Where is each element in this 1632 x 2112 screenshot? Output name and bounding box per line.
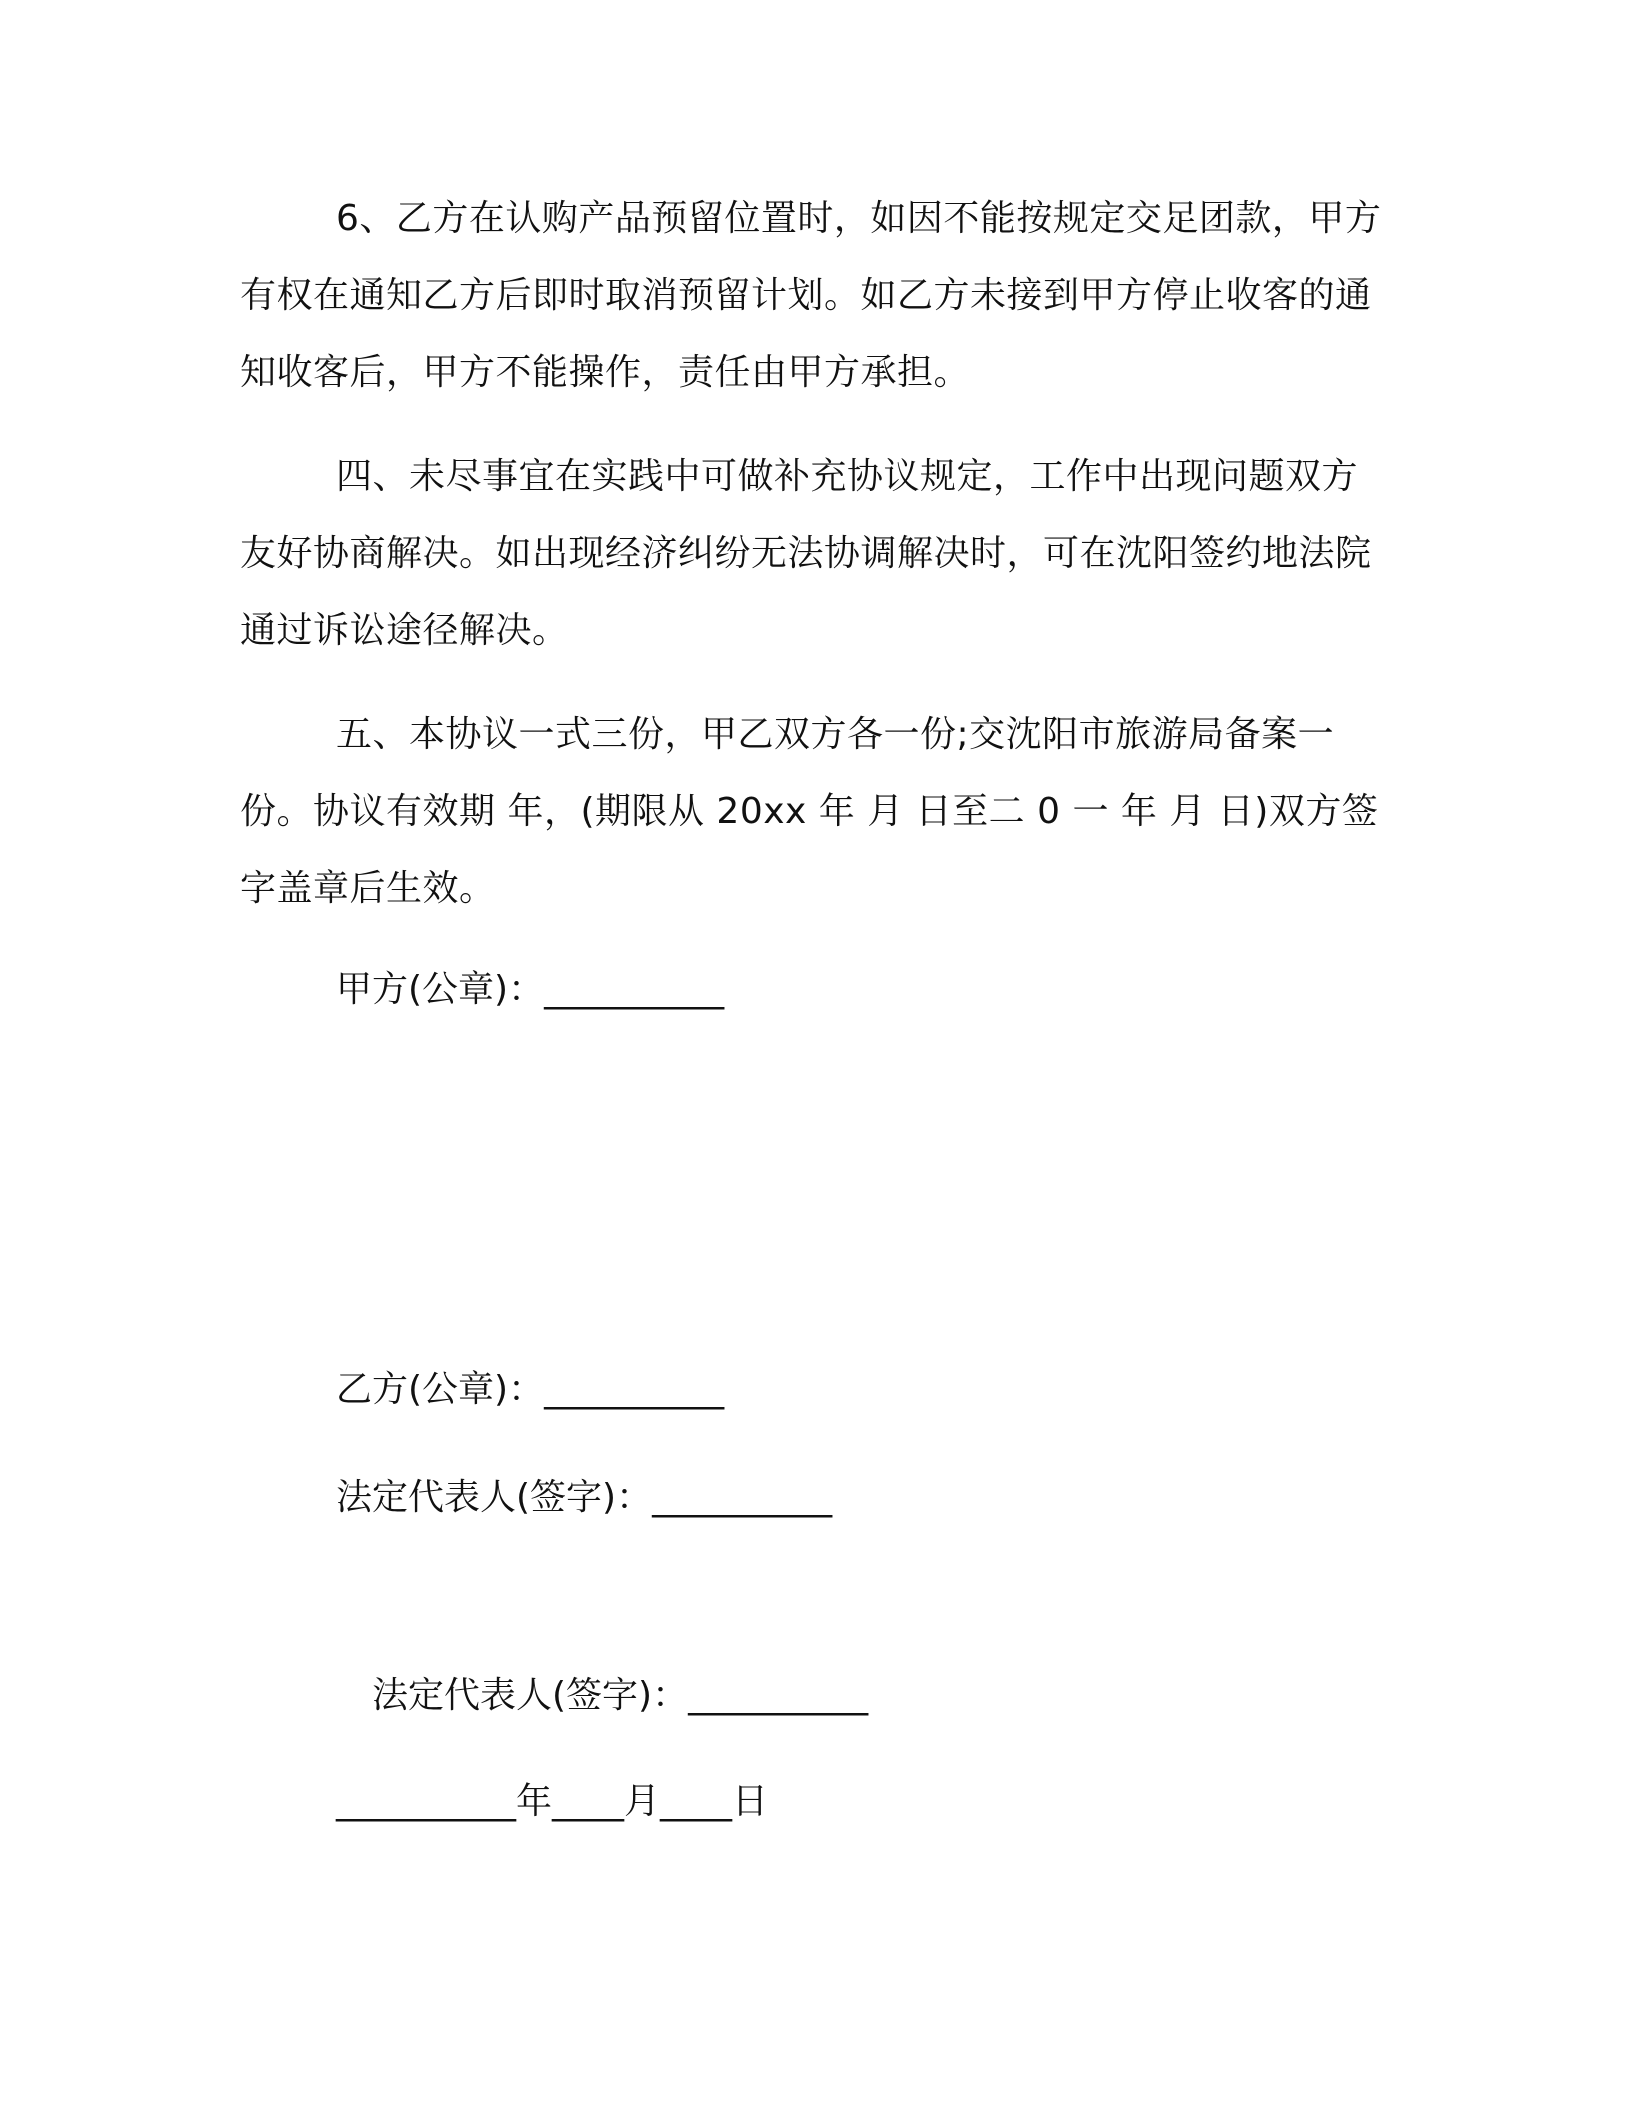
party-b-seal-line: 乙方(公章)：__________: [336, 1369, 725, 1410]
legal-representative-signature-line: 法定代表人(签字)：__________: [336, 1477, 833, 1518]
paragraph-clause-4: 四、未尽事宜在实践中可做补充协议规定，工作中出现问题双方友好协商解决。如出现经济纠纷无法协调解决时，可在沈阳签约地法院通过诉讼途径解决。: [240, 456, 1372, 651]
paragraph-item-6: 6、乙方在认购产品预留位置时，如因不能按规定交足团款，甲方有权在通知乙方后即时取消预留计划。如乙方未接到甲方停止收客的通知收客后，甲方不能操作，责任由甲方承担。: [240, 198, 1382, 393]
date-line: __________年____月____日: [336, 1781, 768, 1822]
paragraph-clause-5: 五、本协议一式三份，甲乙双方各一份;交沈阳市旅游局备案一份。协议有效期 年，(期限从 20xx 年 月 日至二 0 一 年 月 日)双方签字盖章后生效。: [240, 714, 1379, 909]
legal-representative-signature-line-2: 法定代表人(签字)：__________: [372, 1675, 869, 1716]
party-a-seal-line: 甲方(公章)：__________: [336, 969, 725, 1010]
